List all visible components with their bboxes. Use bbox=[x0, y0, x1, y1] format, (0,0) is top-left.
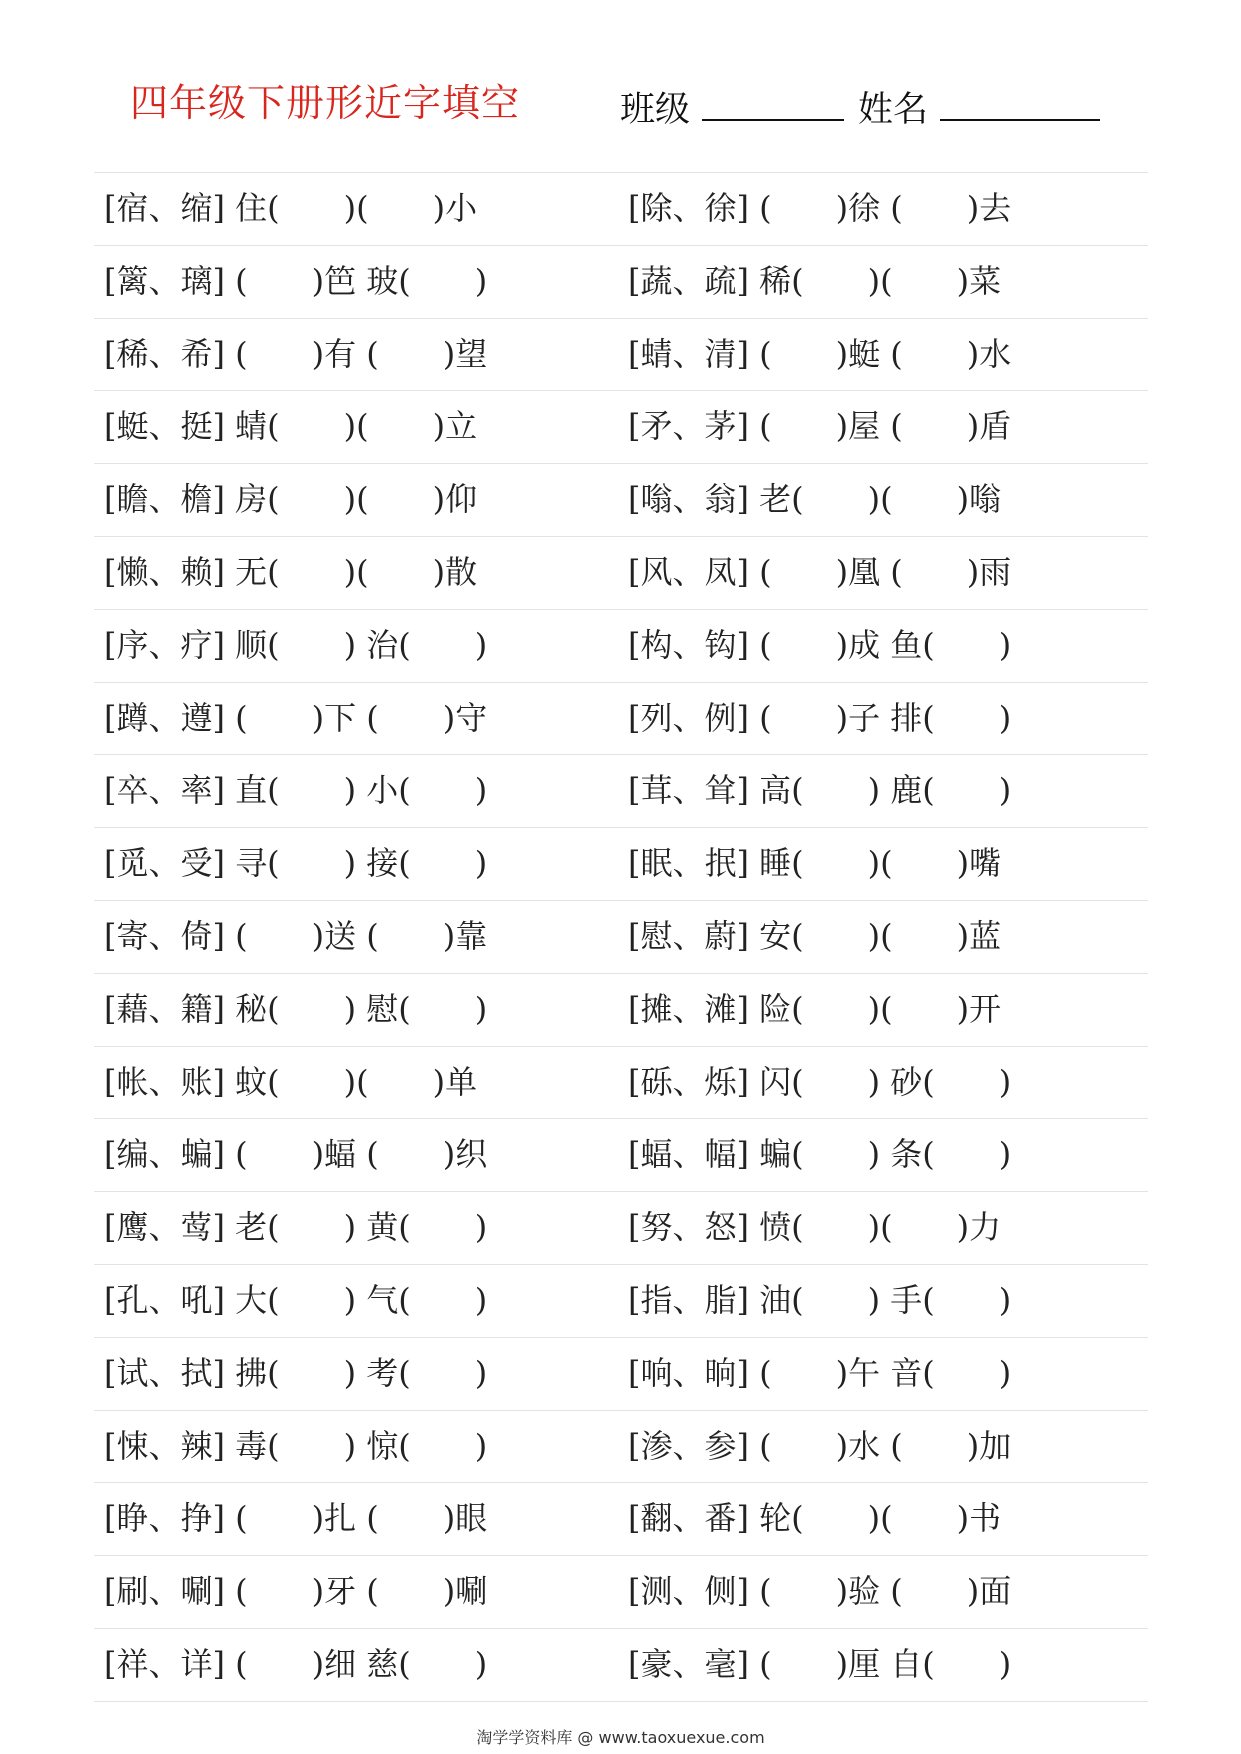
exercise-item-right: [努、怒] 愤( )( )力 bbox=[628, 1208, 1002, 1247]
footer-watermark: 淘学学资料库 @ www.taoxuexue.com bbox=[476, 1728, 765, 1747]
exercise-row bbox=[94, 1192, 1148, 1265]
exercise-item-left: [寄、倚] ( )送 ( )靠 bbox=[104, 916, 488, 955]
exercise-item-left: [祥、详] ( )细 慈( ) bbox=[104, 1644, 488, 1683]
exercise-row bbox=[94, 974, 1148, 1047]
exercise-item-left: [刷、唰] ( )牙 ( )唰 bbox=[104, 1572, 488, 1611]
exercise-item-left: [懒、赖] 无( )( )散 bbox=[104, 552, 478, 591]
exercise-item-right: [嗡、翁] 老( )( )嗡 bbox=[628, 480, 1002, 519]
exercise-item-left: [试、拭] 拂( ) 考( ) bbox=[104, 1353, 488, 1392]
exercise-item-left: [篱、璃] ( )笆 玻( ) bbox=[104, 261, 488, 300]
student-info bbox=[620, 82, 1114, 132]
exercise-row bbox=[94, 1265, 1148, 1338]
exercise-item-right: [指、脂] 油( ) 手( ) bbox=[628, 1280, 1012, 1319]
exercise-item-right: [除、徐] ( )徐 ( )去 bbox=[628, 189, 1012, 227]
exercise-item-right: [测、侧] ( )验 ( )面 bbox=[628, 1572, 1012, 1611]
exercise-item-right: [豪、毫] ( )厘 自( ) bbox=[628, 1644, 1012, 1683]
exercise-row bbox=[94, 610, 1148, 683]
exercise-row bbox=[94, 464, 1148, 537]
exercise-item-left: [卒、率] 直( ) 小( ) bbox=[104, 771, 488, 810]
exercise-item-left: [宿、缩] 住( )( )小 bbox=[104, 189, 478, 227]
page-title: 四年级下册形近字填空 bbox=[130, 81, 521, 125]
exercise-item-right: [蔬、疏] 稀( )( )菜 bbox=[628, 261, 1002, 300]
exercise-row bbox=[94, 683, 1148, 756]
name-blank bbox=[940, 89, 1100, 121]
exercise-item-right: [摊、滩] 险( )( )开 bbox=[628, 989, 1002, 1028]
exercise-row bbox=[94, 173, 1148, 246]
exercise-item-right: [渗、参] ( )水 ( )加 bbox=[628, 1426, 1012, 1465]
exercise-item-left: [藉、籍] 秘( ) 慰( ) bbox=[104, 989, 488, 1028]
exercise-item-right: [砾、烁] 闪( ) 砂( ) bbox=[628, 1062, 1012, 1101]
exercise-row bbox=[94, 1556, 1148, 1629]
exercise-item-left: [悚、辣] 毒( ) 惊( ) bbox=[104, 1426, 488, 1465]
exercise-row bbox=[94, 901, 1148, 974]
exercise-row bbox=[94, 1483, 1148, 1556]
exercise-item-left: [孔、吼] 大( ) 气( ) bbox=[104, 1280, 488, 1319]
exercise-row bbox=[94, 755, 1148, 828]
exercise-row bbox=[94, 537, 1148, 610]
exercise-item-left: [瞻、檐] 房( )( )仰 bbox=[104, 480, 478, 519]
exercise-item-left: [鹰、莺] 老( ) 黄( ) bbox=[104, 1208, 488, 1247]
exercise-item-right: [茸、耸] 高( ) 鹿( ) bbox=[628, 771, 1012, 810]
class-label: 班级 bbox=[620, 90, 691, 130]
exercise-row bbox=[94, 1338, 1148, 1411]
exercise-item-left: [觅、受] 寻( ) 接( ) bbox=[104, 844, 488, 883]
exercise-row bbox=[94, 246, 1148, 319]
exercise-row bbox=[94, 828, 1148, 901]
exercise-item-left: [稀、希] ( )有 ( )望 bbox=[104, 334, 488, 373]
exercise-item-right: [列、例] ( )子 排( ) bbox=[628, 698, 1012, 737]
exercise-row bbox=[94, 1629, 1148, 1702]
exercise-item-right: [蜻、清] ( )蜓 ( )水 bbox=[628, 334, 1012, 373]
exercise-item-right: [蝠、幅] 蝙( ) 条( ) bbox=[628, 1135, 1012, 1174]
exercise-item-right: [翻、番] 轮( )( )书 bbox=[628, 1499, 1002, 1538]
exercise-item-right: [风、凤] ( )凰 ( )雨 bbox=[628, 552, 1012, 591]
exercise-row bbox=[94, 319, 1148, 392]
exercise-row bbox=[94, 391, 1148, 464]
exercise-item-right: [眠、抿] 睡( )( )嘴 bbox=[628, 844, 1002, 883]
class-blank bbox=[702, 89, 844, 121]
exercise-item-left: [序、疗] 顺( ) 治( ) bbox=[104, 625, 488, 664]
exercise-item-left: [帐、账] 蚊( )( )单 bbox=[104, 1062, 478, 1101]
exercise-item-right: [慰、蔚] 安( )( )蓝 bbox=[628, 916, 1002, 955]
exercise-row bbox=[94, 1411, 1148, 1484]
name-label: 姓名 bbox=[858, 90, 929, 130]
exercise-item-right: [矛、茅] ( )屋 ( )盾 bbox=[628, 407, 1012, 446]
exercise-item-left: [蜓、挺] 蜻( )( )立 bbox=[104, 407, 478, 446]
exercise-item-right: [构、钩] ( )成 鱼( ) bbox=[628, 625, 1012, 664]
exercise-item-left: [蹲、遵] ( )下 ( )守 bbox=[104, 698, 488, 737]
exercise-row bbox=[94, 1047, 1148, 1120]
exercise-sheet bbox=[94, 172, 1148, 1702]
exercise-item-right: [响、晌] ( )午 音( ) bbox=[628, 1353, 1012, 1392]
exercise-row bbox=[94, 1119, 1148, 1192]
exercise-item-left: [睁、挣] ( )扎 ( )眼 bbox=[104, 1499, 488, 1538]
exercise-item-left: [编、蝙] ( )蝠 ( )织 bbox=[104, 1135, 488, 1174]
